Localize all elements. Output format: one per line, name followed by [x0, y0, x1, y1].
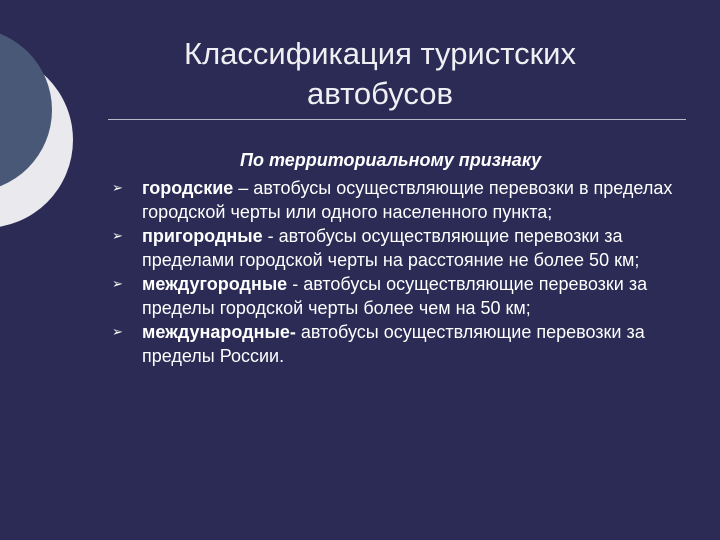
slide-title: [170, 34, 590, 114]
title-line-1: Классификация туристских: [184, 36, 576, 71]
list-item: [112, 176, 682, 224]
arrow-bullet-icon: ➢: [112, 228, 123, 243]
item-text: – автобусы осуществляющие перевозки в пределах городской черты или одного населенного пункта;: [142, 178, 673, 222]
slide-subtitle: По территориальному признаку: [240, 150, 542, 170]
bullet-list: [112, 176, 682, 368]
arrow-bullet-icon: ➢: [112, 180, 123, 195]
title-line-2: автобусов: [307, 76, 453, 111]
item-text: - автобусы осуществляющие перевозки за пределы городской черты более чем на 50 км;: [142, 274, 648, 318]
item-text: - автобусы осуществляющие перевозки за пределами городской черты на расстояние не более 50 км;: [142, 226, 640, 270]
item-term: пригородные: [142, 226, 263, 246]
list-item: [112, 320, 682, 368]
list-item: [112, 224, 682, 272]
item-term: междугородные: [142, 274, 288, 294]
title-divider: [108, 119, 686, 120]
item-text: автобусы осуществляющие перевозки за пределы России.: [142, 322, 645, 366]
item-term: международные-: [142, 322, 296, 342]
arrow-bullet-icon: ➢: [112, 276, 123, 291]
arrow-bullet-icon: ➢: [112, 324, 123, 339]
item-term: городские: [142, 178, 234, 198]
list-item: [112, 272, 682, 320]
